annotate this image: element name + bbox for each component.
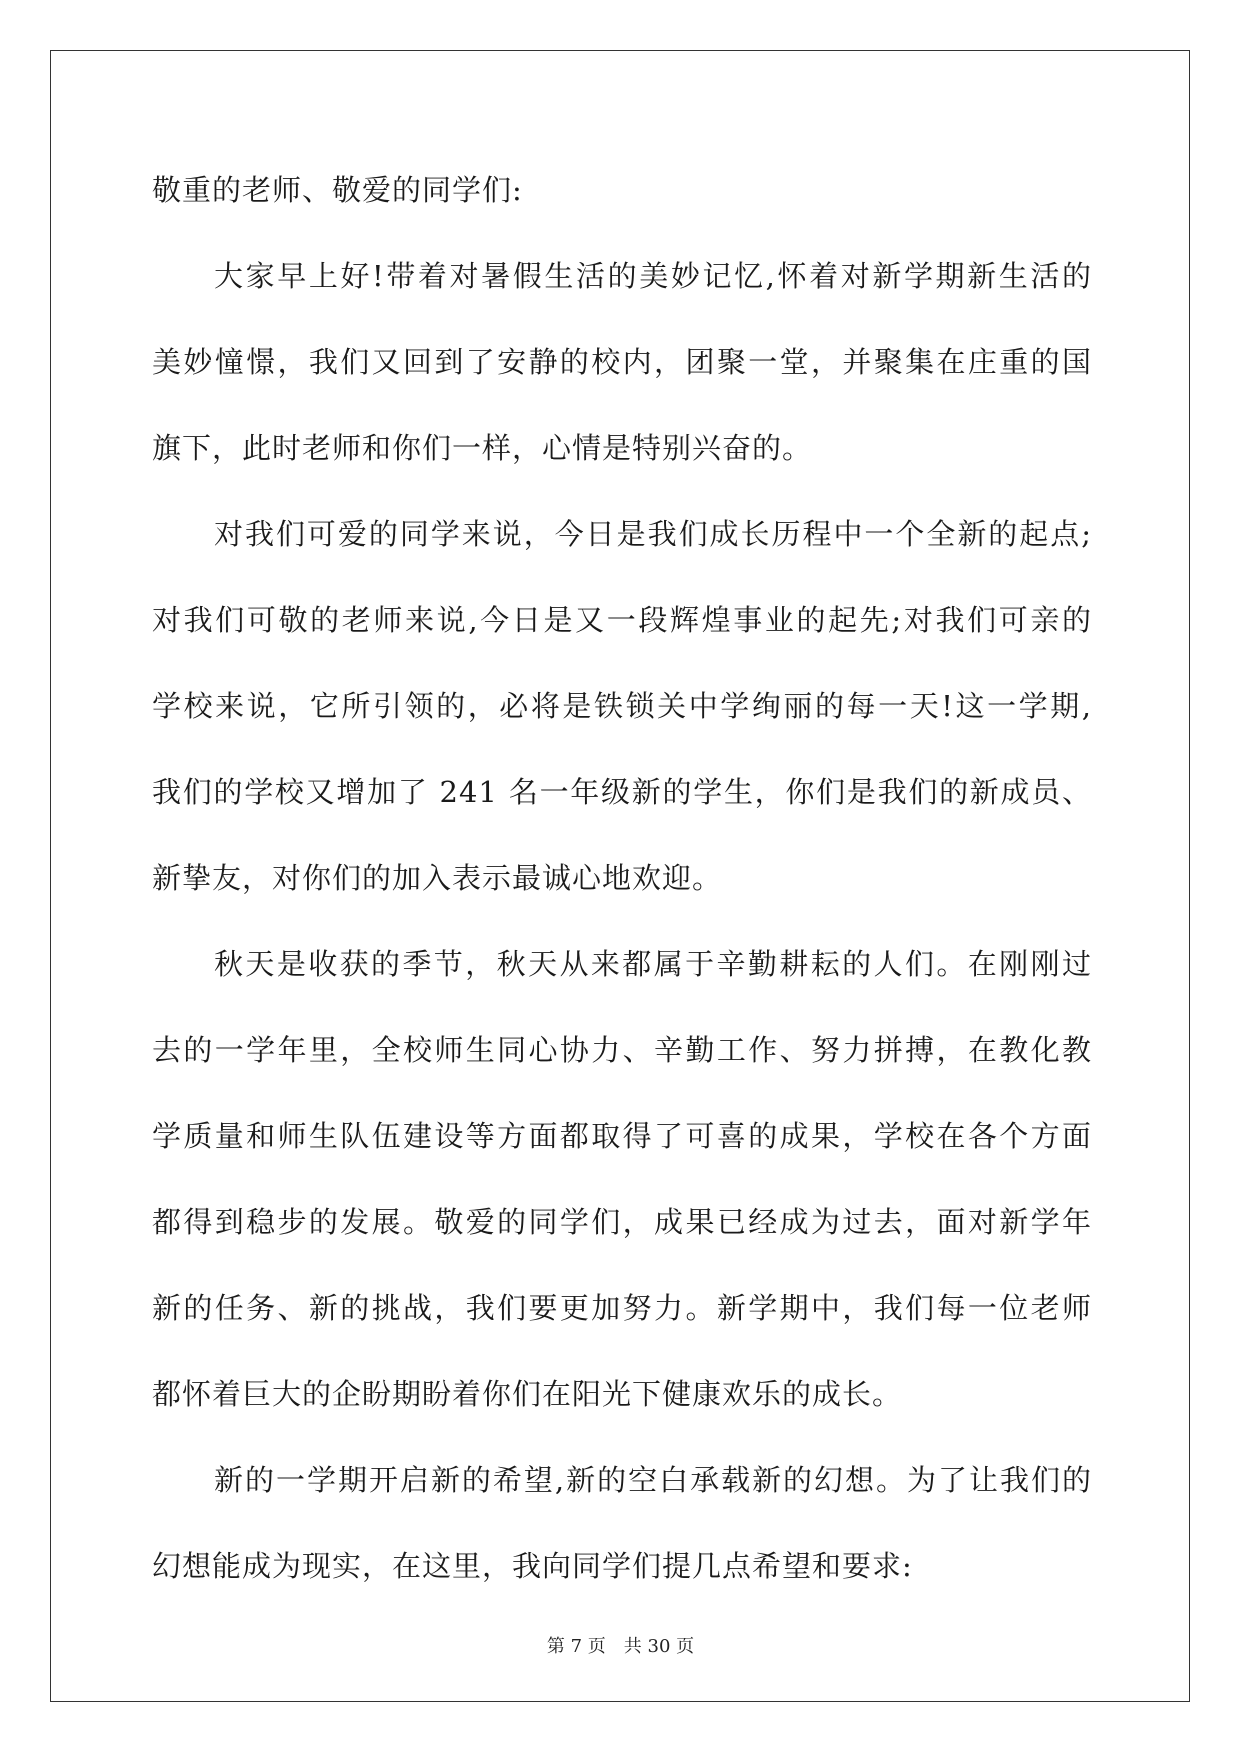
page-number: 第 7 页 (546, 1636, 606, 1657)
text-line: 大家早上好!带着对暑假生活的美妙记忆,怀着对新学期新生活的 (214, 259, 1092, 293)
page-footer (0, 1632, 1241, 1658)
text-line: 新的任务、新的挑战，我们要更加努力。新学期中，我们每一位老师 (152, 1291, 1092, 1325)
text-line: 幻想能成为现实，在这里，我向同学们提几点希望和要求: (152, 1549, 913, 1583)
page-total: 共 30 页 (623, 1636, 695, 1657)
text-line: 新的一学期开启新的希望,新的空白承载新的幻想。为了让我们的 (214, 1463, 1092, 1497)
text-line: 对我们可敬的老师来说,今日是又一段辉煌事业的起先;对我们可亲的 (152, 603, 1092, 637)
text-line: 敬重的老师、敬爱的同学们: (152, 173, 523, 207)
text-line: 学校来说，它所引领的，必将是铁锁关中学绚丽的每一天!这一学期, (152, 689, 1092, 723)
text-line: 秋天是收获的季节，秋天从来都属于辛勤耕耘的人们。在刚刚过 (214, 947, 1092, 981)
text-line: 都得到稳步的发展。敬爱的同学们，成果已经成为过去，面对新学年 (152, 1205, 1092, 1239)
text-line: 都怀着巨大的企盼期盼着你们在阳光下健康欢乐的成长。 (152, 1377, 903, 1411)
text-line: 新挚友，对你们的加入表示最诚心地欢迎。 (152, 861, 723, 895)
text-line: 学质量和师生队伍建设等方面都取得了可喜的成果，学校在各个方面 (152, 1119, 1092, 1153)
text-line: 旗下，此时老师和你们一样，心情是特别兴奋的。 (152, 431, 813, 465)
text-line: 去的一学年里，全校师生同心协力、辛勤工作、努力拼搏，在教化教 (152, 1033, 1092, 1067)
text-line: 对我们可爱的同学来说，今日是我们成长历程中一个全新的起点; (214, 517, 1092, 551)
text-line: 我们的学校又增加了 241 名一年级新的学生，你们是我们的新成员、 (152, 775, 1092, 809)
document-body (152, 160, 1092, 1622)
text-line: 美妙憧憬，我们又回到了安静的校内，团聚一堂，并聚集在庄重的国 (152, 345, 1092, 379)
